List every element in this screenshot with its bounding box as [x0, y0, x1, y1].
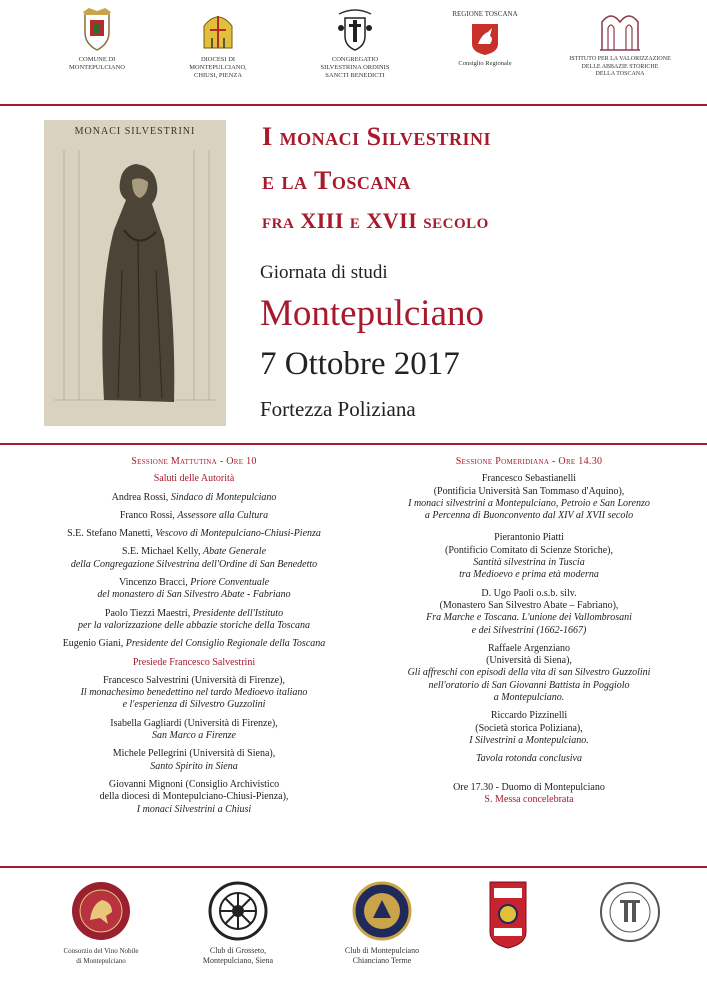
- closing-time: Ore 17.30 - Duomo di Montepulciano: [453, 781, 605, 793]
- logo-diocesi: [168, 8, 268, 80]
- footer-logo-lions: [478, 880, 538, 950]
- talk-item: Francesco Salvestrini (Università di Firenze), Il monachesimo benedettino nel tardo Medioevo italiano e l'esperienza di Silvestro Guzzolini: [80, 674, 308, 711]
- logo-istituto-abbazie: [560, 8, 680, 79]
- morning-heading: Sessione Mattutina - Ore 10: [131, 456, 257, 467]
- event-subtitle: Giornata di studi: [260, 262, 388, 283]
- logo-line: MONTEPULCIANO,: [189, 64, 247, 71]
- footer-logo-fondazione: [590, 880, 670, 944]
- greeting-item: Andrea Rossi, Sindaco di Montepulciano: [111, 491, 277, 503]
- talk-item: Isabella Gagliardi (Università di Firenze), San Marco a Firenze: [110, 717, 278, 742]
- title-line-1: I monaci Silvestrini: [262, 122, 491, 151]
- closing-mass: S. Messa concelebrata: [484, 793, 574, 805]
- afternoon-session: [364, 456, 694, 812]
- talk-item: D. Ugo Paoli o.s.b. silv. (Monastero San Silvestro Abate – Fabriano), Fra Marche e Toscana. L'unione dei Vallombrosani e dei Silvestrini (1662-1667): [426, 587, 632, 636]
- title-line-3: fra XIII e XVII secolo: [262, 208, 489, 233]
- footer-logo-line: Club di Montepulciano: [344, 946, 420, 955]
- bottom-divider: [0, 866, 707, 868]
- footer-logo-line: Chianciano Terme: [352, 956, 412, 965]
- mitre-icon: [198, 8, 238, 52]
- engraving-image: [44, 120, 226, 426]
- greeting-item: S.E. Stefano Manetti, Vescovo di Montepulciano-Chiusi-Pienza: [67, 528, 321, 540]
- middle-divider: [0, 443, 707, 445]
- footer-logo-rotary: [178, 880, 298, 966]
- logo-line: SILVESTRINA ORDINIS: [320, 64, 390, 71]
- logo-line: DELLA TOSCANA: [595, 71, 645, 77]
- engraving-caption: MONACI SILVESTRINI: [74, 126, 196, 137]
- footer-logo-line: Club di Grosseto,: [209, 946, 267, 955]
- talk-item: Pierantonio Piatti (Pontificio Comitato di Scienze Storiche), Santità silvestrina in Tuscia tra Medioevo e prima età moderna: [444, 532, 614, 581]
- coat-of-arms-icon: [335, 8, 375, 52]
- footer-logo-line: Montepulciano, Siena: [202, 956, 274, 965]
- talk-item: Francesco Sebastianelli (Pontificia Università San Tommaso d'Aquino), I monaci silvestrini a Montepulciano, Petroio e San Lorenzo a Percenna di Buonconvento dal XIV al XVII secolo: [408, 473, 650, 522]
- pegasus-icon: [470, 22, 500, 56]
- event-venue: Fortezza Poliziana: [260, 397, 416, 421]
- logo-line: SANCTI BENEDICTI: [325, 72, 385, 79]
- logo-regione-toscana: [435, 10, 535, 68]
- logo-line: DIOCESI DI: [200, 56, 236, 63]
- logo-line: MONTEPULCIANO: [69, 64, 125, 71]
- logo-line: REGIONE TOSCANA: [452, 10, 518, 18]
- club-emblem-icon: [351, 880, 413, 942]
- logo-line: ISTITUTO PER LA VALORIZZAZIONE: [569, 56, 671, 62]
- footer-logo-line: Consorzio del Vino Nobile: [63, 947, 139, 955]
- logo-comune-montepulciano: [52, 8, 142, 72]
- talk-item: Michele Pellegrini (Università di Siena), Santo Spirito in Siena: [112, 748, 276, 772]
- top-divider: [0, 104, 707, 106]
- talk-item: Riccardo Pizzinelli (Società storica Poliziana), I Silvestrini a Montepulciano.: [469, 710, 589, 746]
- logo-line: CHIUSI, PIENZA: [193, 72, 243, 79]
- footer-logo-line: di Montepulciano: [76, 957, 126, 965]
- foundation-seal-icon: [598, 880, 662, 944]
- talk-item: Giovanni Mignoni (Consiglio Archivistico della diocesi di Montepulciano-Chiusi-Pienza), I monaci Silvestrini a Chiusi: [99, 778, 289, 815]
- title-line-2: e la Toscana: [262, 166, 411, 195]
- afternoon-heading: Sessione Pomeridiana - Ore 14.30: [455, 456, 603, 467]
- logo-line: COMUNE DI: [78, 56, 116, 63]
- greeting-item: Vincenzo Bracci, Priore Conventuale del monastero di San Silvestro Abate - Fabriano: [97, 577, 291, 601]
- chair-line: Presiede Francesco Salvestrini: [132, 656, 256, 668]
- footer-logo-club-montepulciano: [322, 880, 442, 966]
- event-city: Montepulciano: [260, 293, 485, 334]
- greeting-item: Franco Rossi, Assessore alla Cultura: [119, 509, 269, 521]
- round-table: Tavola rotonda conclusiva: [476, 753, 582, 765]
- event-date: 7 Ottobre 2017: [260, 346, 460, 382]
- logo-congregatio: [300, 8, 410, 80]
- shield-icon: [79, 8, 115, 52]
- logo-line: Consiglio Regionale: [458, 60, 512, 67]
- footer-logo-vino-nobile: [46, 880, 156, 966]
- rotary-wheel-icon: [207, 880, 269, 942]
- lion-seal-icon: [70, 880, 132, 942]
- abbey-icon: [598, 8, 642, 52]
- lions-club-icon: [488, 880, 528, 950]
- morning-session: [44, 456, 344, 822]
- greeting-item: Eugenio Giani, Presidente del Consiglio Regionale della Toscana: [62, 638, 326, 650]
- greetings-title: Saluti delle Autorità: [153, 473, 235, 485]
- logo-line: DELLE ABBAZIE STORICHE: [581, 63, 659, 70]
- logo-line: CONGREGATIO: [331, 56, 379, 63]
- greeting-item: Paolo Tiezzi Maestri, Presidente dell'Istituto per la valorizzazione delle abbazie storiche della Toscana: [77, 607, 311, 631]
- greeting-item: S.E. Michael Kelly, Abate Generale della Congregazione Silvestrina dell'Ordine di San Benedetto: [70, 546, 318, 570]
- monk-engraving: [44, 120, 226, 426]
- talk-item: Raffaele Argenziano (Università di Siena), Gli affreschi con episodi della vita di san Silvestro Guzzolini nell'oratorio di San Giovanni Battista in Poggiolo a Montepulciano.: [407, 642, 651, 704]
